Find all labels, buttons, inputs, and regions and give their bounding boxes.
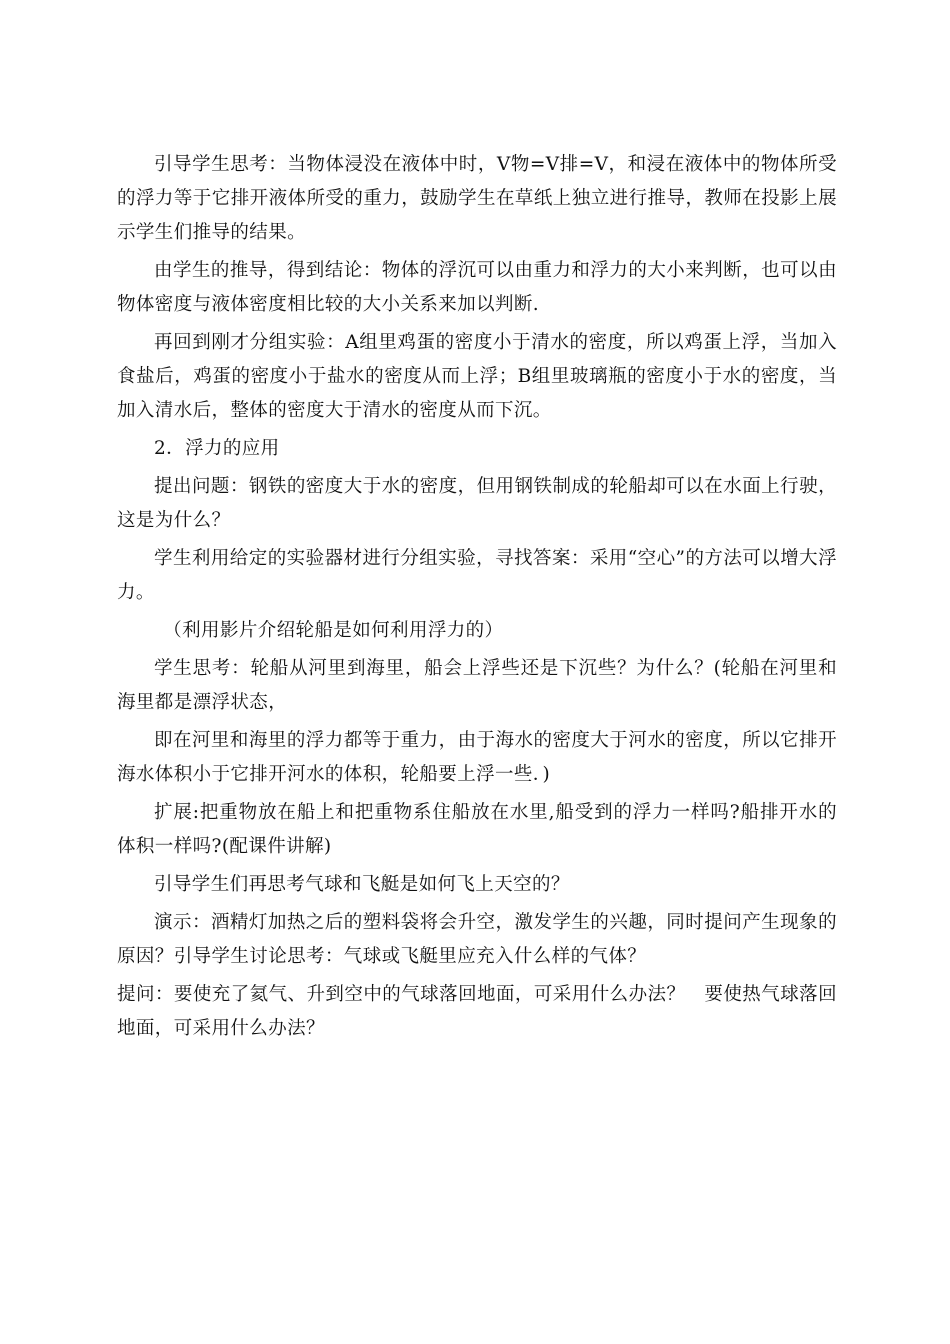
paragraph-guide-thinking: 引导学生思考：当物体浸没在液体中时，V物=V排=V，和浸在液体中的物体所受的浮力等于它排开液体所受的重力，鼓励学生在草纸上独立进行推导，教师在投影上展示学生们推导的结果。 — [117, 154, 837, 243]
paragraph-ship-explanation: 即在河里和海里的浮力都等于重力，由于海水的密度大于河水的密度，所以它排开海水体积小于它排开河水的体积，轮船要上浮一些．) — [117, 730, 837, 785]
document-body — [117, 148, 837, 1046]
paragraph-question-steel-ship: 提出问题：钢铁的密度大于水的密度，但用钢铁制成的轮船却可以在水面上行驶，这是为什么？ — [117, 476, 837, 531]
section-heading-buoyancy-application: 2．浮力的应用 — [154, 438, 280, 459]
paragraph-demonstration: 演示：酒精灯加热之后的塑料袋将会升空，激发学生的兴趣，同时提问产生现象的原因？引导学生讨论思考：气球或飞艇里应充入什么样的气体？ — [117, 912, 837, 967]
paragraph-balloon-airship: 引导学生们再思考气球和飞艇是如何飞上天空的？ — [154, 874, 570, 895]
paragraph-ship-river-sea: 学生思考：轮船从河里到海里，船会上浮些还是下沉些？为什么？(轮船在河里和海里都是漂浮状态， — [117, 658, 837, 713]
paragraph-question-balloon: 提问：要使充了氦气、升到空中的气球落回地面，可采用什么办法？ 要使热气球落回地面，可采用什么办法？ — [117, 984, 837, 1039]
paragraph-hollow-method: 学生利用给定的实验器材进行分组实验，寻找答案：采用“空心”的方法可以增大浮力。 — [117, 548, 837, 603]
paragraph-video-note: （利用影片介绍轮船是如何利用浮力的） — [163, 620, 504, 641]
paragraph-extension: 扩展:把重物放在船上和把重物系住船放在水里,船受到的浮力一样吗?船排开水的体积一样吗?(配课件讲解) — [117, 802, 837, 857]
paragraph-group-experiment: 再回到刚才分组实验：A组里鸡蛋的密度小于清水的密度，所以鸡蛋上浮，当加入食盐后，鸡蛋的密度小于盐水的密度从而上浮；B组里玻璃瓶的密度小于水的密度，当加入清水后，整体的密度大于清水的密度从而下沉。 — [117, 332, 837, 421]
paragraph-conclusion: 由学生的推导，得到结论：物体的浮沉可以由重力和浮力的大小来判断，也可以由物体密度与液体密度相比较的大小关系来加以判断. — [117, 260, 837, 315]
